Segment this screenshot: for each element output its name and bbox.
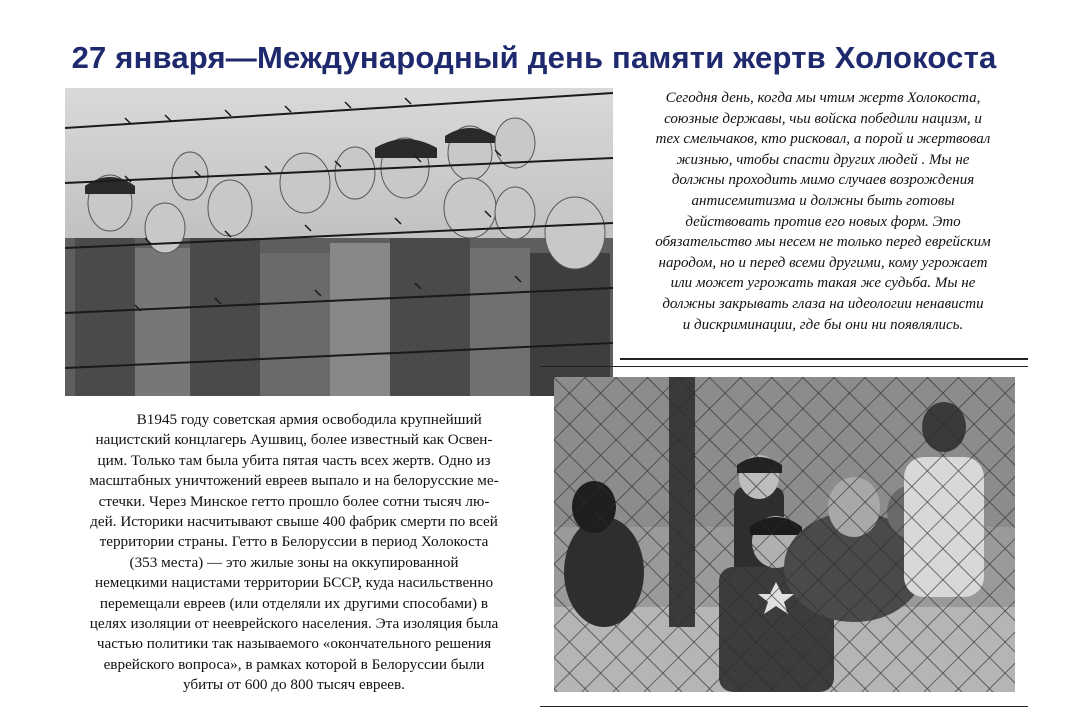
page-title: 27 января—Международный день памяти жертв Холокоста — [71, 40, 997, 75]
quote-line: тех смельчаков, кто рисковал, а порой и жертвовал — [655, 131, 991, 148]
children-behind-barbed-wire-photo — [65, 88, 613, 396]
quote-line: жизнью, чтобы спасти других людей . Мы не — [676, 151, 970, 168]
divider-line — [540, 706, 1028, 707]
quote-line: обязательство мы несем не только перед еврейским — [655, 234, 991, 251]
paragraph-line: частью политики так называемого «окончательного решения — [96, 635, 492, 653]
paragraph-line: стечки. Через Минское гетто прошло более сотни тысяч лю- — [98, 492, 490, 510]
paragraph-line: убиты от 600 до 800 тысяч евреев. — [183, 676, 405, 694]
paragraph-line: целях изоляции от нееврейского населения. Эта изоляция была — [89, 615, 499, 633]
quote-line: народом, но и перед всеми другими, кому угрожает — [658, 254, 988, 271]
divider-line — [540, 366, 1028, 367]
quote-line: действовать против его новых форм. Это — [685, 213, 961, 230]
paragraph-line: (353 места) — это жилые зоны на оккупированной — [129, 553, 459, 571]
history-paragraph — [44, 410, 544, 696]
paragraph-line: дей. Историки насчитывают свыше 400 фабрик смерти по всей — [90, 513, 498, 531]
paragraph-line: еврейского вопроса», в рамках которой в Белоруссии были — [103, 655, 485, 673]
quote-line: союзные державы, чьи войска победили нацизм, и — [664, 110, 982, 127]
quote-block — [618, 88, 1028, 335]
paragraph-line: немецкими нацистами территории БССР, куда насильственно — [94, 574, 494, 592]
quote-line: антисемитизма и должны быть готовы — [691, 192, 955, 209]
paragraph-line: нацистский концлагерь Аушвиц, более известный как Освен- — [95, 431, 493, 449]
divider-line — [620, 358, 1028, 360]
paragraph-line: масштабных уничтожений евреев выпало и на белорусские ме- — [89, 472, 499, 490]
quote-line: Сегодня день, когда мы чтим жертв Холокоста, — [665, 90, 981, 106]
quote-line: должны проходить мимо случаев возрождения — [671, 172, 975, 189]
paragraph-line: территории страны. Гетто в Белоруссии в период Холокоста — [99, 533, 489, 551]
quote-line: должны закрывать глаза на идеологии ненависти — [662, 295, 984, 312]
paragraph-line: В1945 году советская армия освободила крупнейший — [106, 411, 482, 428]
children-at-wire-fence-photo — [554, 377, 1015, 692]
paragraph-line: цим. Только там была убита пятая часть всех жертв. Одно из — [97, 451, 491, 469]
quote-line: и дискриминации, где бы они ни появлялись. — [682, 316, 964, 333]
paragraph-line: перемещали евреев (или отделяли их другими способами) в — [99, 594, 489, 612]
quote-line: или может угрожать такая же судьба. Мы не — [670, 275, 976, 292]
